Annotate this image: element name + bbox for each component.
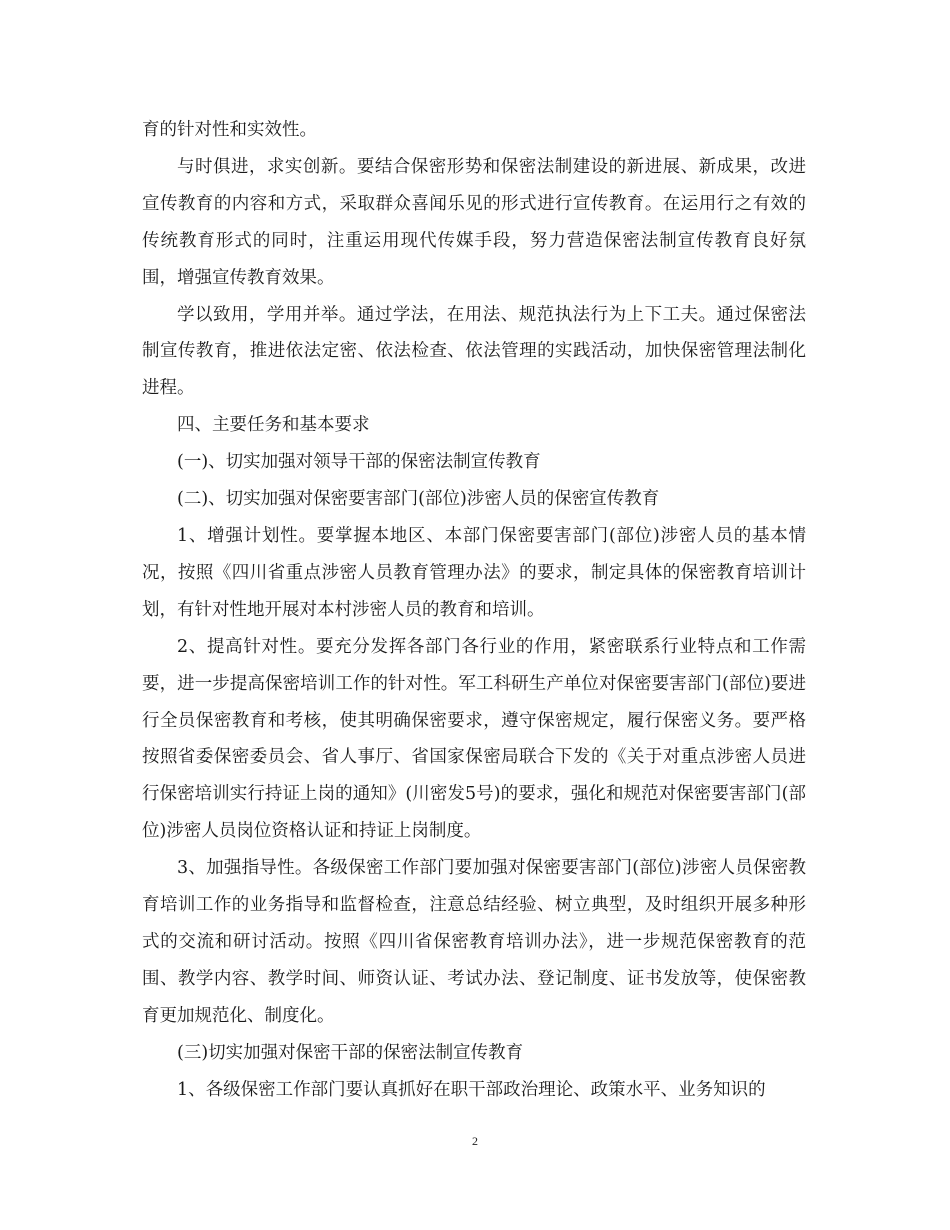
document-body xyxy=(142,112,806,1108)
subheading-leading-cadres: (一)、切实加强对领导干部的保密法制宣传教育 xyxy=(177,452,541,473)
page-number: 2 xyxy=(472,1134,478,1148)
paragraph-keep-pace: 与时俱进，求实创新。要结合保密形势和保密法制建设的新进展、新成果，改进宣传教育的内容和方式，采取群众喜闻乐见的形式进行宣传教育。在运用行之有效的传统教育形式的同时，注重运用现代传媒手段，努力营造保密法制宣传教育良好氛围，增强宣传教育效果。 xyxy=(142,156,806,288)
subheading-classified-personnel: (二)、切实加强对保密要害部门(部位)涉密人员的保密宣传教育 xyxy=(177,489,660,510)
paragraph-continuation: 育的针对性和实效性。 xyxy=(142,120,317,140)
paragraph-item-cadre-training: 1、各级保密工作部门要认真抓好在职干部政治理论、政策水平、业务知识的 xyxy=(177,1079,766,1100)
paragraph-item-planning: 1、增强计划性。要掌握本地区、本部门保密要害部门(部位)涉密人员的基本情况，按照《四川省重点涉密人员教育管理办法》的要求，制定具体的保密教育培训计划，有针对性地开展对本村涉密人员的教育和培训。 xyxy=(142,525,806,620)
subheading-secrecy-cadres: (三)切实加强对保密干部的保密法制宣传教育 xyxy=(177,1042,524,1063)
section-heading-main-tasks: 四、主要任务和基本要求 xyxy=(177,415,370,436)
paragraph-item-guidance: 3、加强指导性。各级保密工作部门要加强对保密要害部门(部位)涉密人员保密教育培训工作的业务指导和监督检查，注意总结经验、树立典型，及时组织开展多种形式的交流和研讨活动。按照《四川省保密教育培训办法》，进一步规范保密教育的范围、教学内容、教学时间、师资认证、考试办法、登记制度、证书发放等，使保密教育更加规范化、制度化。 xyxy=(142,858,806,1026)
paragraph-item-targeting: 2、提高针对性。要充分发挥各部门各行业的作用，紧密联系行业特点和工作需要，进一步提高保密培训工作的针对性。军工科研生产单位对保密要害部门(部位)要进行全员保密教育和考核，使其明确保密要求，遵守保密规定，履行保密义务。要严格按照省委保密委员会、省人事厅、省国家保密局联合下发的《关于对重点涉密人员进行保密培训实行持证上岗的通知》(川密发5号)的要求，强化和规范对保密要害部门(部位)涉密人员岗位资格认证和持证上岗制度。 xyxy=(142,636,806,842)
paragraph-apply-learning: 学以致用，学用并举。通过学法，在用法、规范执法行为上下工夫。通过保密法制宣传教育，推进依法定密、依法检查、依法管理的实践活动，加快保密管理法制化进程。 xyxy=(142,304,806,399)
